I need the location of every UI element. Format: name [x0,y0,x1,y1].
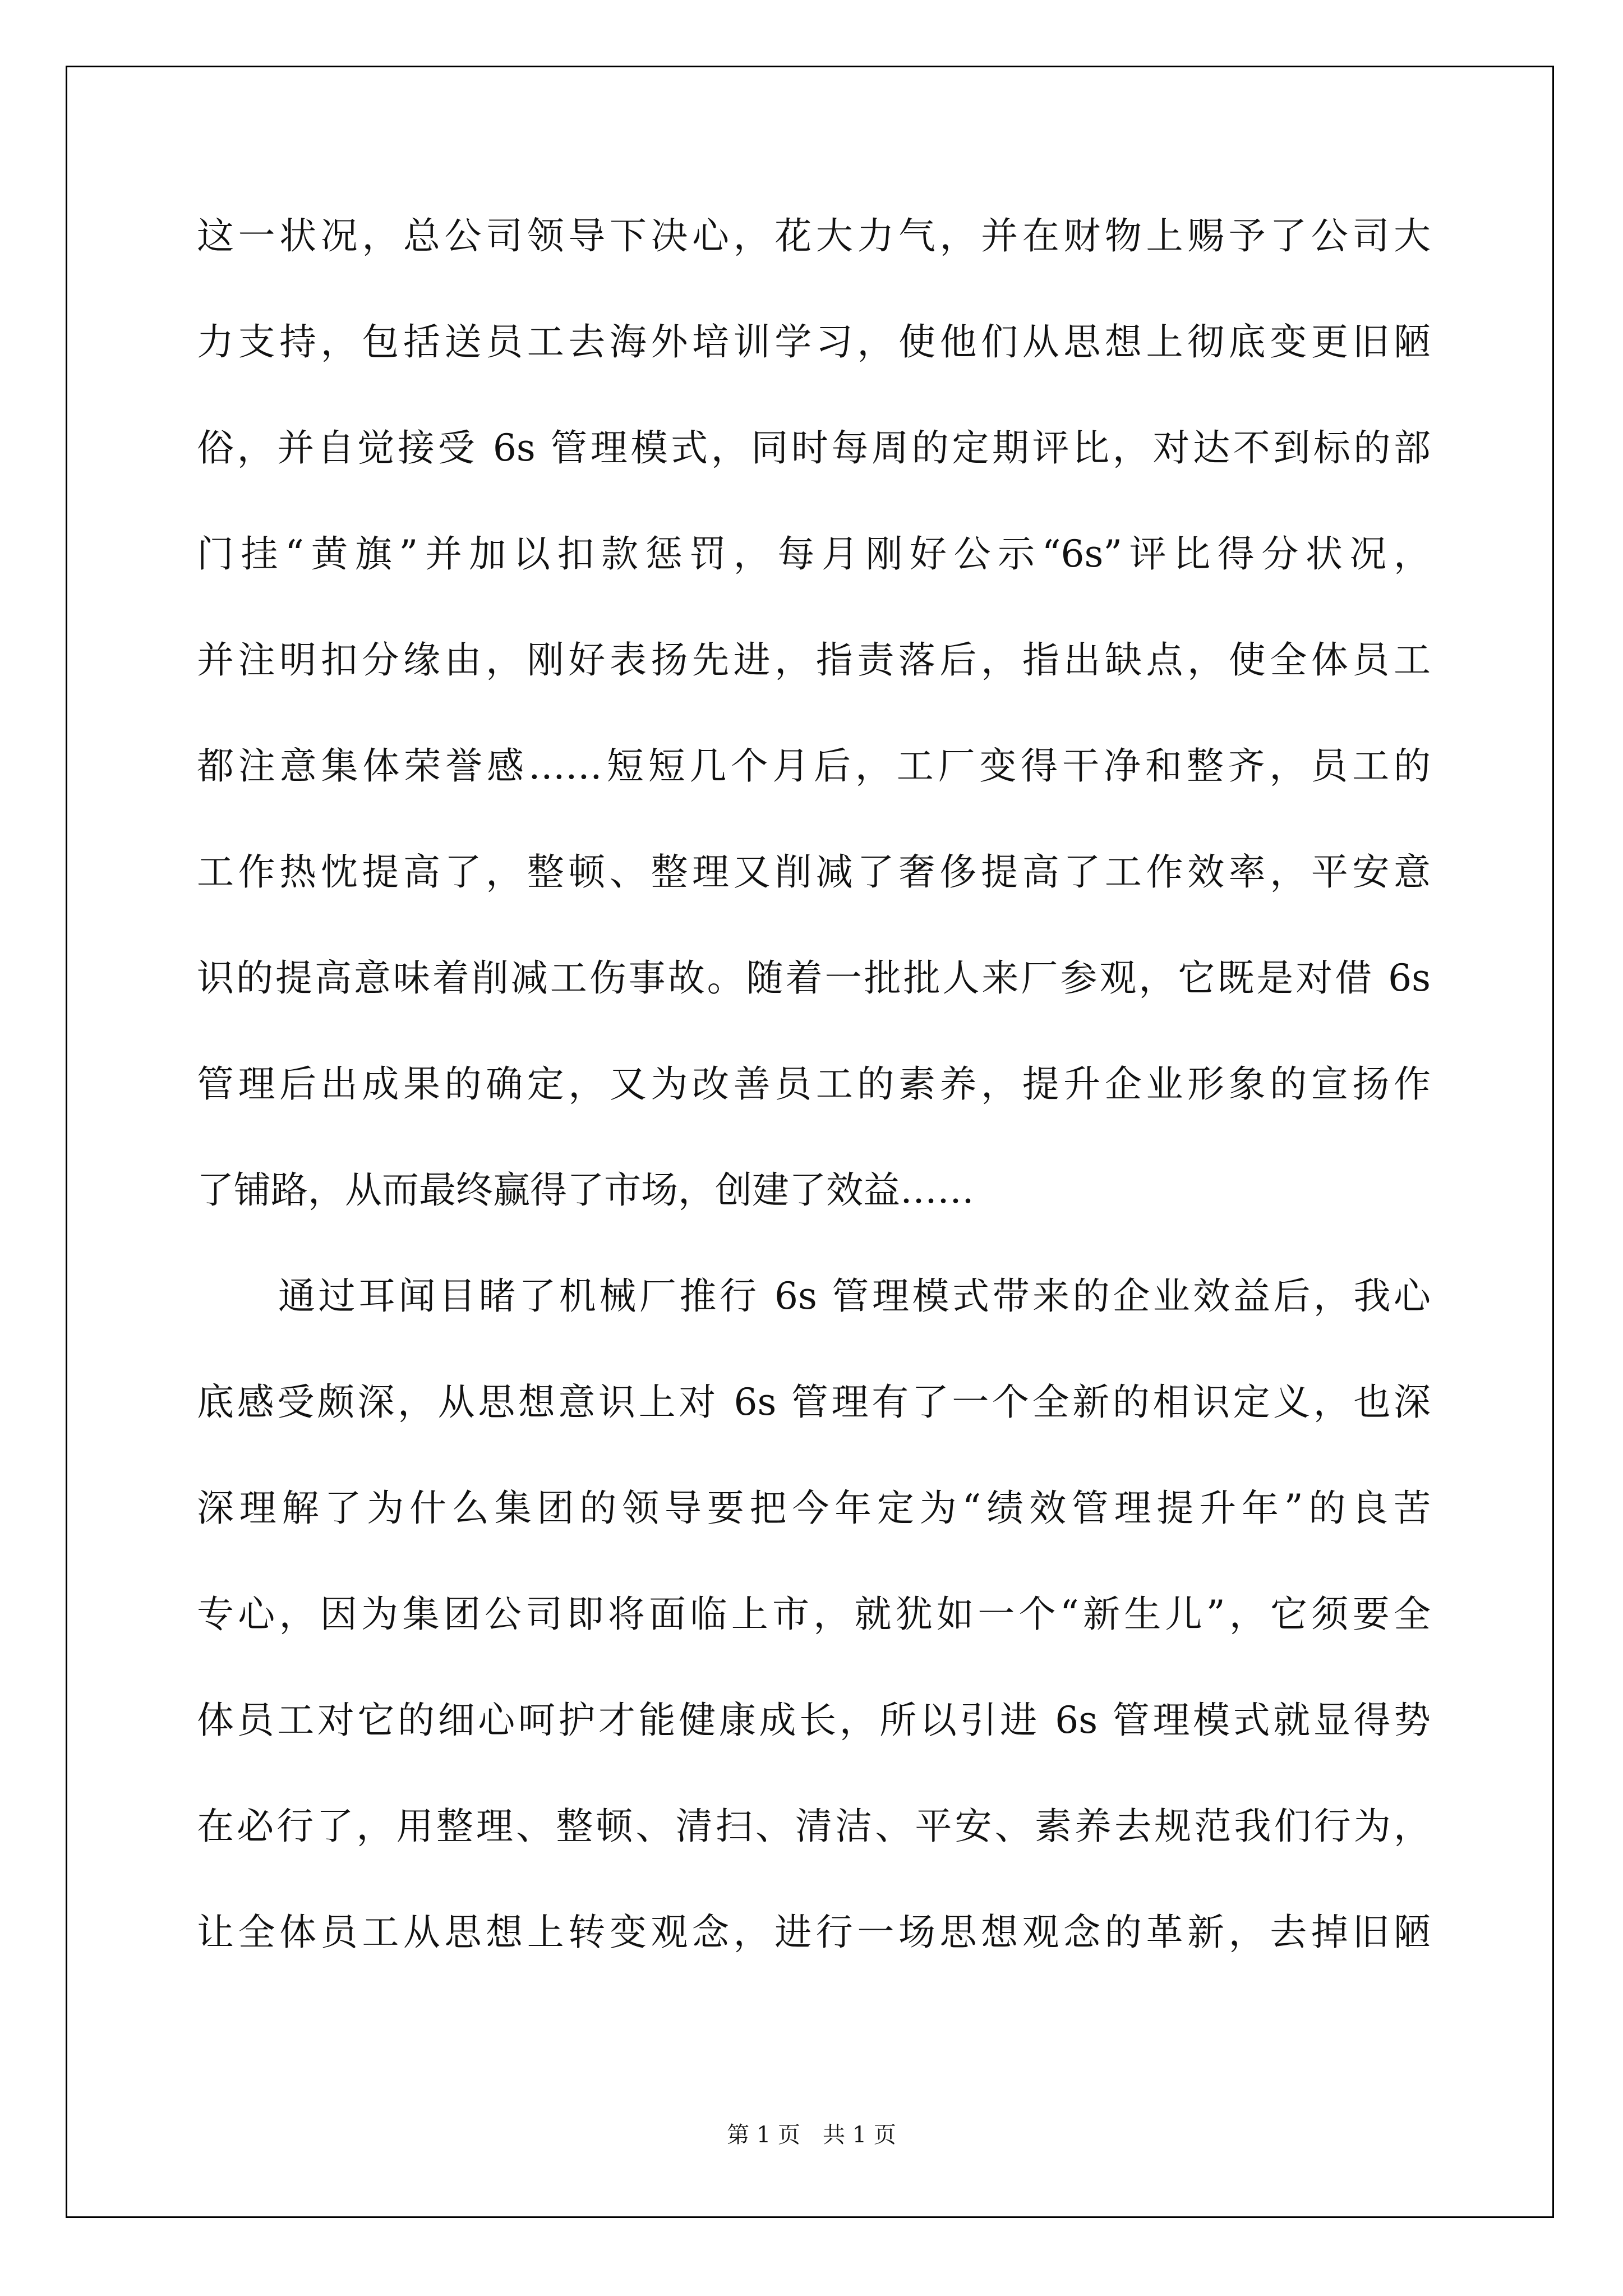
text-line: 门挂“黄旗”并加以扣款惩罚，每月刚好公示“6s”评比得分状况， [197,532,1431,576]
text-line: 俗，并自觉接受 6s 管理模式，同时每周的定期评比，对达不到标的部 [197,426,1431,470]
text-line: 底感受颇深，从思想意识上对 6s 管理有了一个全新的相识定义，也深 [197,1381,1431,1424]
text-line: 体员工对它的细心呵护才能健康成长，所以引进 6s 管理模式就显得势 [197,1699,1431,1742]
paragraph-first-line: 通过耳闻目睹了机械厂推行 6s 管理模式带来的企业效益后，我心 [278,1274,1431,1318]
document-body [197,215,1431,2017]
text-line: 并注明扣分缘由，刚好表扬先进，指责落后，指出缺点，使全体员工 [197,638,1431,682]
text-line: 深理解了为什么集团的领导要把今年定为“绩效管理提升年”的良苦 [197,1487,1431,1530]
text-line: 专心，因为集团公司即将面临上市，就犹如一个“新生儿”，它须要全 [197,1593,1431,1636]
text-line: 力支持，包括送员工去海外培训学习，使他们从思想上彻底变更旧陋 [197,320,1431,364]
text-line: 了铺路，从而最终赢得了市场，创建了效益…… [197,1168,974,1212]
text-line: 让全体员工从思想上转变观念，进行一场思想观念的革新，去掉旧陋 [197,1911,1431,1954]
text-line: 这一状况，总公司领导下决心，花大力气，并在财物上赐予了公司大 [197,214,1431,257]
text-line: 在必行了，用整理、整顿、清扫、清洁、平安、素养去规范我们行为， [197,1805,1431,1848]
text-line: 都注意集体荣誉感……短短几个月后，工厂变得干净和整齐，员工的 [197,744,1431,788]
page-number-footer: 第 1 页 共 1 页 [727,2122,896,2148]
text-line: 识的提高意味着削减工伤事故。随着一批批人来厂参观，它既是对借 6s [197,956,1431,1000]
text-line: 工作热忱提高了，整顿、整理又削减了奢侈提高了工作效率，平安意 [197,850,1431,894]
text-line: 管理后出成果的确定，又为改善员工的素养，提升企业形象的宣扬作 [197,1062,1431,1106]
